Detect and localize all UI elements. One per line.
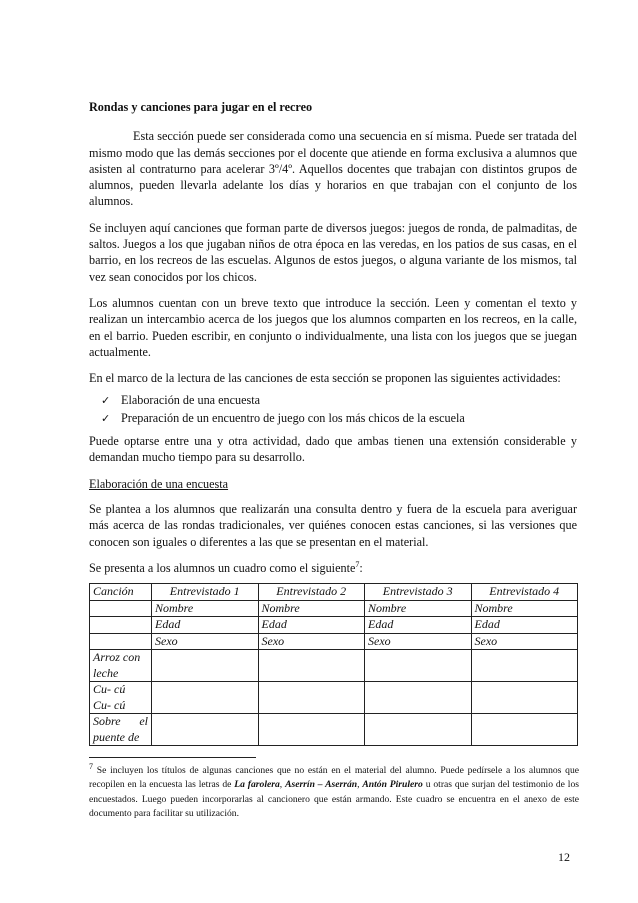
song-name-line: leche — [93, 665, 119, 680]
footnote-song-title: Aserrín – Aserrán — [285, 779, 358, 791]
checklist-item — [101, 392, 577, 409]
song-name-cell — [90, 650, 152, 682]
table-intro-text: Se presenta a los alumnos un cuadro como el siguiente — [89, 560, 356, 575]
table-header-cell: Entrevistado 1 — [152, 584, 259, 601]
table-header-cell: Canción — [90, 584, 152, 601]
checklist-item-label: Elaboración de una encuesta — [121, 393, 261, 408]
table-cell — [258, 714, 365, 746]
table-cell: Nombre — [258, 600, 365, 617]
table-row — [90, 650, 578, 682]
activity-checklist — [89, 392, 577, 427]
table-cell: Nombre — [152, 600, 259, 617]
table-cell — [152, 714, 259, 746]
table-cell: Nombre — [365, 600, 472, 617]
page-number: 12 — [558, 850, 570, 864]
page-content — [89, 99, 577, 746]
song-name-cell — [90, 682, 152, 714]
checkmark-icon: ✓ — [101, 394, 111, 408]
table-cell: Edad — [152, 617, 259, 634]
checklist-item-label: Preparación de un encuentro de juego con los más chicos de la escuela — [121, 410, 465, 425]
paragraph-activities: En el marco de la lectura de las canciones de esta sección se proponen las siguientes actividades: — [89, 371, 561, 386]
song-name-line: Cu- cú — [93, 697, 126, 712]
paragraph-option: Puede optarse entre una y otra actividad, dado que ambas tienen una extensión considerable y demandan mucho tiempo para su desarrollo. — [89, 434, 577, 465]
table-cell: Edad — [258, 617, 365, 634]
footnote-separator: , — [279, 779, 286, 791]
table-cell: Sexo — [471, 633, 578, 650]
table-cell — [471, 682, 578, 714]
footnote-reference[interactable]: 7 — [355, 559, 360, 569]
footnote-separator: , — [357, 779, 363, 791]
table-cell: Sexo — [152, 633, 259, 650]
table-row — [90, 633, 578, 650]
paragraph-intro: Esta sección puede ser considerada como una secuencia en sí misma. Puede ser tratada del mismo modo que las demás secciones por el docente que atiende en forma exclusiva a alumnos que asisten al contraturno para acelerar 3º/4º. Aquellos docentes que trabajan con distintos grupos de alumnos, pueden llevarla adelante los días y horarios en que trabajan con el conjunto de los alumnos. — [89, 129, 577, 209]
song-name-cell — [90, 714, 152, 746]
table-header-cell: Entrevistado 3 — [365, 584, 472, 601]
paragraph-students: Los alumnos cuentan con un breve texto que introduce la sección. Leen y comentan el texto y realizan un intercambio acerca de los juegos que los alumnos comparten en los recreos, en la calle, en el barrio. Pueden escribir, en conjunto o individualmente, una lista con los juegos que se juegan actualmente. — [89, 295, 577, 359]
table-cell — [258, 650, 365, 682]
checklist-item — [101, 410, 577, 427]
table-cell: Sexo — [365, 633, 472, 650]
table-cell — [258, 682, 365, 714]
table-cell: Edad — [471, 617, 578, 634]
table-cell — [90, 617, 152, 634]
footnote-text: u otras que surjan del testimonio de los encuestados. Luego pueden incorporarlas al cancionero que están armando. Este cuadro se encuentra en el anexo de este documento para facilitar su utilización. — [89, 779, 579, 819]
table-row — [90, 617, 578, 634]
song-name-line: puente de — [93, 729, 140, 744]
footnote-song-title: La farolera — [234, 779, 280, 791]
table-header-cell: Entrevistado 2 — [258, 584, 365, 601]
table-row — [90, 714, 578, 746]
footnote-divider — [89, 757, 256, 758]
table-cell — [365, 650, 472, 682]
table-intro-end: : — [359, 560, 363, 575]
table-header-row — [90, 584, 578, 601]
footnote-song-title: Antón Pirulero — [362, 779, 423, 791]
paragraph-games: Se incluyen aquí canciones que forman parte de diversos juegos: juegos de ronda, de palmaditas, de saltos. Juegos a los que jugaban niños de otra época en las veredas, en los patios de sus casas, en el barrio, en los recreos de las escuelas. Algunos de estos juegos, o alguna variante de los mismos, tal vez sean conocidos por los chicos. — [89, 220, 577, 284]
song-name-line: Sobre el — [93, 714, 148, 729]
table-cell — [471, 650, 578, 682]
song-name-line: Cu- cú — [93, 682, 126, 697]
table-cell — [471, 714, 578, 746]
footnote-text: Se incluyen los títulos de algunas canciones que no están en el material del alumno. Puede pedírsele a los alumnos que recopilen en la encuesta las letras de — [89, 765, 579, 791]
table-cell — [365, 682, 472, 714]
paragraph-encuesta: Se plantea a los alumnos que realizarán una consulta dentro y fuera de la escuela para averiguar más acerca de las rondas tradicionales, ver quiénes conocen estas canciones, si las versiones que conocen son iguales o diferentes a las que se presentan en el material. — [89, 501, 577, 549]
table-cell — [152, 682, 259, 714]
table-cell: Edad — [365, 617, 472, 634]
footnote-mark: 7 — [89, 761, 93, 771]
table-cell: Sexo — [258, 633, 365, 650]
section-heading: Rondas y canciones para jugar en el recreo — [89, 100, 313, 114]
song-name-line: Arroz con — [93, 650, 141, 665]
table-cell — [90, 633, 152, 650]
footnote — [89, 761, 579, 821]
table-cell — [365, 714, 472, 746]
checkmark-icon: ✓ — [101, 411, 111, 425]
paragraph-table-intro — [89, 560, 577, 576]
table-row — [90, 682, 578, 714]
table-cell: Nombre — [471, 600, 578, 617]
table-cell — [152, 650, 259, 682]
subheading-encuesta: Elaboración de una encuesta — [89, 476, 229, 491]
table-header-cell: Entrevistado 4 — [471, 584, 578, 601]
survey-table — [89, 583, 578, 746]
table-cell — [90, 600, 152, 617]
table-row — [90, 600, 578, 617]
